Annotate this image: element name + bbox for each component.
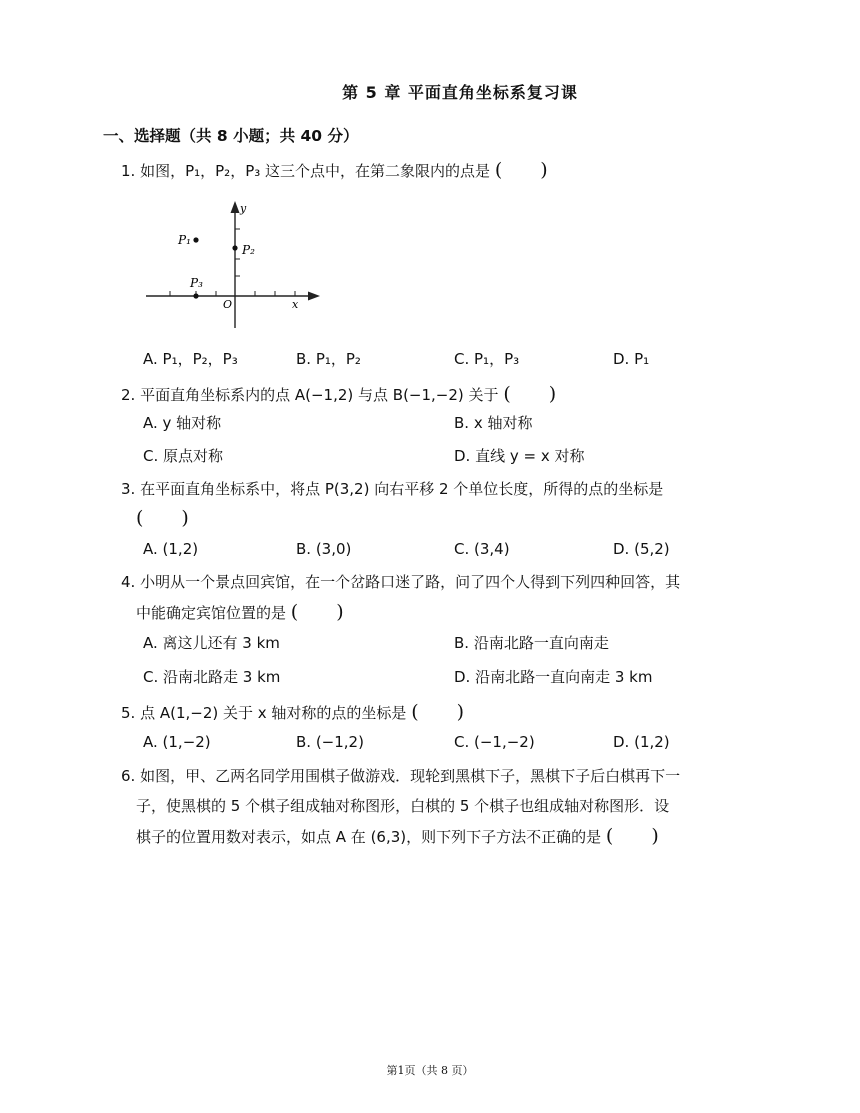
origin-label: O: [223, 298, 233, 311]
option-1d: D. P₁: [613, 350, 650, 368]
option-3a: A. (1,2): [143, 540, 199, 558]
option-2c: C. 原点对称: [143, 447, 224, 465]
option-4d: D. 沿南北路一直向南走 3 km: [454, 668, 653, 686]
answer-paren: ( ): [136, 507, 189, 529]
option-3b: B. (3,0): [296, 540, 352, 558]
question-2: [121, 384, 556, 405]
option-4a: A. 离这儿还有 3 km: [143, 634, 280, 652]
question-1: [121, 160, 548, 181]
option-5b: B. (−1,2): [296, 733, 364, 751]
y-axis-arrow: [231, 201, 240, 213]
question-3-paren: [136, 508, 189, 529]
option-2b: B. x 轴对称: [454, 414, 533, 432]
answer-paren: ( ): [411, 701, 465, 723]
question-6-line-3: [136, 826, 659, 847]
option-3d: D. (5,2): [613, 540, 670, 558]
x-axis-label: x: [292, 298, 299, 311]
p3-label: P₃: [190, 276, 203, 290]
question-2-text: 2. 平面直角坐标系内的点 A(−1,2) 与点 B(−1,−2) 关于: [121, 386, 499, 404]
question-6-line-2: 子，使黑棋的 5 个棋子组成轴对称图形，白棋的 5 个棋子也组成轴对称图形．设: [136, 797, 670, 815]
p1-label: P₁: [178, 233, 191, 247]
option-2d: D. 直线 y = x 对称: [454, 447, 585, 465]
point-p1: [193, 237, 198, 242]
question-1-text: 1. 如图，P₁，P₂，P₃ 这三个点中，在第二象限内的点是: [121, 162, 491, 180]
option-1b: B. P₁，P₂: [296, 350, 361, 368]
x-axis-arrow: [308, 292, 320, 301]
question-5-text: 5. 点 A(1,−2) 关于 x 轴对称的点的坐标是: [121, 704, 407, 722]
question-5: [121, 702, 464, 723]
answer-paren: ( ): [605, 825, 659, 847]
y-axis-label: y: [240, 202, 247, 215]
answer-paren: ( ): [290, 601, 344, 623]
answer-paren: ( ): [503, 383, 557, 405]
question-6-text: 棋子的位置用数对表示，如点 A 在 (6,3)，则下列下子方法不正确的是: [136, 828, 602, 846]
question-4-text: 中能确定宾馆位置的是: [136, 604, 287, 622]
question-4-line-2: [136, 602, 344, 623]
option-5c: C. (−1,−2): [454, 733, 535, 751]
section-heading: 一、选择题（共 8 小题；共 40 分）: [103, 127, 359, 145]
p2-label: P₂: [242, 243, 255, 257]
answer-paren: ( ): [494, 159, 548, 181]
option-3c: C. (3,4): [454, 540, 510, 558]
option-4b: B. 沿南北路一直向南走: [454, 634, 609, 652]
option-2a: A. y 轴对称: [143, 414, 222, 432]
question-3-text: 3. 在平面直角坐标系中，将点 P(3,2) 向右平移 2 个单位长度，所得的点的坐标是: [121, 480, 664, 498]
option-4c: C. 沿南北路走 3 km: [143, 668, 281, 686]
point-p2: [232, 245, 237, 250]
option-1c: C. P₁，P₃: [454, 350, 520, 368]
option-1a: A. P₁，P₂，P₃: [143, 350, 238, 368]
question-6-line-1: 6. 如图，甲、乙两名同学用围棋子做游戏．现轮到黑棋下子，黑棋下子后白棋再下一: [121, 767, 681, 785]
option-5a: A. (1,−2): [143, 733, 211, 751]
point-p3: [193, 293, 198, 298]
option-5d: D. (1,2): [613, 733, 670, 751]
question-4-line-1: 4. 小明从一个景点回宾馆，在一个岔路口迷了路，问了四个人得到下列四种回答，其: [121, 573, 681, 591]
page-footer: 第1页（共 8 页）: [386, 1064, 474, 1077]
coordinate-figure: [140, 196, 330, 336]
page-title: 第 5 章 平面直角坐标系复习课: [342, 83, 578, 102]
